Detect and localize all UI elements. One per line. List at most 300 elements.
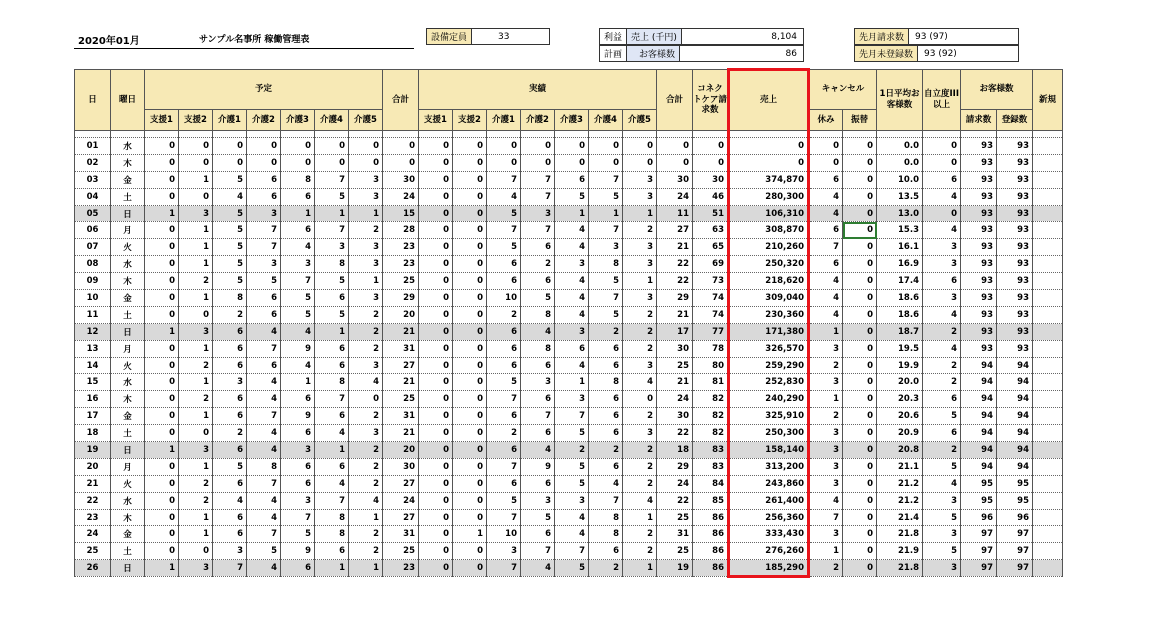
cell-billing[interactable]: 93 (961, 273, 997, 290)
cell-independence[interactable]: 4 (923, 475, 961, 492)
cell-actual-total[interactable]: 24 (657, 188, 693, 205)
cell-actual[interactable]: 6 (589, 340, 623, 357)
cell-actual[interactable]: 0 (419, 239, 453, 256)
cell-sales[interactable]: 313,200 (729, 458, 809, 475)
cell-independence[interactable]: 4 (923, 306, 961, 323)
cell-day[interactable]: 01 (75, 138, 111, 155)
cell-actual[interactable]: 6 (589, 458, 623, 475)
cell-plan[interactable]: 3 (349, 171, 383, 188)
cell-independence[interactable]: 0 (923, 205, 961, 222)
cell-actual[interactable]: 7 (487, 391, 521, 408)
cell-weekday[interactable]: 日 (111, 323, 145, 340)
cell-plan[interactable]: 2 (349, 458, 383, 475)
cell-cancel-move[interactable]: 0 (843, 560, 877, 577)
cell-sales[interactable]: 210,260 (729, 239, 809, 256)
cell-independence[interactable]: 2 (923, 357, 961, 374)
cell-plan[interactable]: 4 (247, 442, 281, 459)
cell-new[interactable] (1033, 239, 1063, 256)
cell-new[interactable] (1033, 543, 1063, 560)
cell-actual[interactable]: 5 (589, 188, 623, 205)
cell-actual[interactable]: 6 (487, 408, 521, 425)
cell-actual[interactable]: 4 (555, 306, 589, 323)
cell-weekday[interactable]: 月 (111, 458, 145, 475)
cell-cancel-rest[interactable]: 4 (809, 188, 843, 205)
cell-plan[interactable]: 5 (213, 273, 247, 290)
cell-daily-avg[interactable]: 21.4 (877, 509, 923, 526)
cell-plan[interactable]: 7 (315, 391, 349, 408)
cell-billing[interactable]: 93 (961, 239, 997, 256)
cell-new[interactable] (1033, 205, 1063, 222)
cell-actual[interactable]: 4 (521, 442, 555, 459)
cell-plan[interactable]: 0 (145, 154, 179, 171)
cell-plan[interactable]: 0 (145, 171, 179, 188)
cell-actual[interactable]: 0 (419, 205, 453, 222)
cell-plan-total[interactable]: 21 (383, 374, 419, 391)
cell-plan[interactable]: 0 (145, 543, 179, 560)
cell-actual[interactable]: 5 (555, 458, 589, 475)
cell-day[interactable]: 23 (75, 509, 111, 526)
cell-independence[interactable]: 6 (923, 171, 961, 188)
cell-plan[interactable]: 1 (179, 290, 213, 307)
cell-weekday[interactable]: 水 (111, 256, 145, 273)
cell-cancel-move[interactable]: 0 (843, 391, 877, 408)
cell-plan[interactable]: 3 (179, 442, 213, 459)
cell-actual[interactable]: 0 (419, 273, 453, 290)
cell-actual[interactable]: 4 (555, 526, 589, 543)
cell-plan[interactable]: 7 (247, 239, 281, 256)
cell-daily-avg[interactable]: 16.1 (877, 239, 923, 256)
cell-connect-care[interactable]: 69 (693, 256, 729, 273)
cell-cancel-rest[interactable]: 6 (809, 256, 843, 273)
cell-plan-total[interactable]: 25 (383, 273, 419, 290)
cell-actual[interactable]: 0 (419, 222, 453, 239)
cell-actual[interactable]: 5 (555, 188, 589, 205)
cell-actual[interactable]: 3 (487, 543, 521, 560)
cell-actual[interactable]: 6 (589, 391, 623, 408)
cell-actual[interactable]: 6 (521, 239, 555, 256)
cell-daily-avg[interactable]: 15.3 (877, 222, 923, 239)
cell-plan[interactable]: 6 (315, 290, 349, 307)
cell-billing[interactable]: 94 (961, 374, 997, 391)
cell-actual[interactable]: 2 (623, 306, 657, 323)
cell-plan[interactable]: 2 (349, 543, 383, 560)
col-cancel-rest[interactable]: 休み (809, 110, 843, 131)
cell-connect-care[interactable]: 0 (693, 154, 729, 171)
cell-independence[interactable]: 2 (923, 323, 961, 340)
cell-independence[interactable]: 3 (923, 256, 961, 273)
cell-plan[interactable]: 6 (281, 188, 315, 205)
cell-plan[interactable]: 0 (349, 154, 383, 171)
cell-actual-total[interactable]: 25 (657, 357, 693, 374)
cell-actual[interactable]: 0 (453, 188, 487, 205)
cell-actual[interactable]: 7 (521, 408, 555, 425)
cell-actual[interactable]: 7 (487, 222, 521, 239)
cell-plan[interactable]: 6 (247, 306, 281, 323)
cell-actual[interactable]: 4 (555, 509, 589, 526)
cell-actual[interactable]: 2 (623, 475, 657, 492)
cell-cancel-move[interactable]: 0 (843, 306, 877, 323)
cell-plan-total[interactable]: 24 (383, 492, 419, 509)
cell-plan[interactable]: 1 (145, 323, 179, 340)
cell-sales[interactable]: 243,860 (729, 475, 809, 492)
cell-actual[interactable]: 3 (623, 188, 657, 205)
cell-cancel-rest[interactable]: 0 (809, 154, 843, 171)
cell-actual[interactable]: 5 (589, 306, 623, 323)
cell-actual[interactable]: 0 (453, 323, 487, 340)
cell-plan[interactable]: 6 (281, 222, 315, 239)
cell-actual-total[interactable]: 22 (657, 492, 693, 509)
cell-plan-total[interactable]: 23 (383, 560, 419, 577)
cell-cancel-move[interactable]: 0 (843, 222, 877, 239)
cell-plan[interactable]: 1 (315, 205, 349, 222)
cell-plan[interactable]: 6 (213, 340, 247, 357)
cell-actual[interactable]: 1 (623, 273, 657, 290)
cell-plan[interactable]: 0 (145, 391, 179, 408)
cell-actual[interactable]: 0 (419, 408, 453, 425)
cell-independence[interactable]: 2 (923, 374, 961, 391)
cell-weekday[interactable]: 木 (111, 391, 145, 408)
cell-sales[interactable]: 252,830 (729, 374, 809, 391)
cell-sales[interactable]: 171,380 (729, 323, 809, 340)
cell-actual[interactable]: 2 (623, 442, 657, 459)
cell-plan-total[interactable]: 27 (383, 357, 419, 374)
cell-plan[interactable]: 2 (349, 340, 383, 357)
cell-billing[interactable]: 93 (961, 290, 997, 307)
cell-plan[interactable]: 6 (247, 290, 281, 307)
cell-plan[interactable]: 1 (349, 560, 383, 577)
cell-plan[interactable]: 6 (213, 408, 247, 425)
cell-connect-care[interactable]: 51 (693, 205, 729, 222)
cell-actual[interactable]: 3 (623, 425, 657, 442)
cell-cancel-move[interactable]: 0 (843, 475, 877, 492)
col-connect-care[interactable]: コネクトケア請求数 (693, 70, 729, 131)
cell-cancel-move[interactable]: 0 (843, 290, 877, 307)
cell-plan[interactable]: 0 (145, 526, 179, 543)
cell-billing[interactable]: 93 (961, 171, 997, 188)
cell-plan[interactable]: 3 (315, 239, 349, 256)
cell-plan-total[interactable]: 30 (383, 171, 419, 188)
cell-registered[interactable]: 93 (997, 138, 1033, 155)
cell-plan[interactable]: 3 (349, 188, 383, 205)
cell-day[interactable]: 15 (75, 374, 111, 391)
col-actual-total[interactable]: 合計 (657, 70, 693, 131)
cell-actual[interactable]: 0 (623, 154, 657, 171)
cell-plan[interactable]: 2 (179, 492, 213, 509)
cell-plan[interactable]: 0 (247, 138, 281, 155)
cell-actual[interactable]: 5 (589, 273, 623, 290)
cell-day[interactable]: 17 (75, 408, 111, 425)
cell-actual[interactable]: 0 (453, 138, 487, 155)
cell-plan[interactable]: 0 (281, 138, 315, 155)
cell-daily-avg[interactable]: 13.5 (877, 188, 923, 205)
cell-plan[interactable]: 4 (349, 374, 383, 391)
cell-independence[interactable]: 4 (923, 188, 961, 205)
cell-registered[interactable]: 93 (997, 340, 1033, 357)
cell-cancel-rest[interactable]: 1 (809, 323, 843, 340)
cell-weekday[interactable]: 木 (111, 154, 145, 171)
cell-actual[interactable]: 7 (555, 543, 589, 560)
cell-billing[interactable]: 94 (961, 425, 997, 442)
cell-plan[interactable]: 1 (145, 205, 179, 222)
cell-registered[interactable]: 96 (997, 509, 1033, 526)
cell-cancel-move[interactable]: 0 (843, 205, 877, 222)
cell-daily-avg[interactable]: 21.1 (877, 458, 923, 475)
cell-plan[interactable]: 6 (213, 323, 247, 340)
cell-new[interactable] (1033, 357, 1063, 374)
cell-registered[interactable]: 93 (997, 290, 1033, 307)
cell-plan[interactable]: 4 (213, 188, 247, 205)
cell-plan[interactable]: 1 (349, 205, 383, 222)
cell-actual[interactable]: 0 (419, 306, 453, 323)
cell-sales[interactable]: 0 (729, 138, 809, 155)
cell-actual[interactable]: 3 (521, 374, 555, 391)
cell-independence[interactable]: 5 (923, 408, 961, 425)
cell-new[interactable] (1033, 171, 1063, 188)
cell-cancel-move[interactable]: 0 (843, 425, 877, 442)
cell-plan[interactable]: 0 (145, 222, 179, 239)
cell-actual[interactable]: 0 (623, 138, 657, 155)
cell-registered[interactable]: 97 (997, 543, 1033, 560)
cell-billing[interactable]: 93 (961, 154, 997, 171)
cell-actual[interactable]: 6 (589, 357, 623, 374)
cell-billing[interactable]: 93 (961, 138, 997, 155)
cell-plan[interactable]: 3 (349, 425, 383, 442)
cell-plan[interactable]: 1 (281, 374, 315, 391)
cell-weekday[interactable]: 日 (111, 560, 145, 577)
cell-billing[interactable]: 93 (961, 188, 997, 205)
cell-actual[interactable]: 0 (419, 340, 453, 357)
cell-cancel-rest[interactable]: 3 (809, 475, 843, 492)
cell-actual[interactable]: 2 (623, 458, 657, 475)
cell-daily-avg[interactable]: 10.0 (877, 171, 923, 188)
cell-plan[interactable]: 1 (179, 340, 213, 357)
cell-registered[interactable]: 93 (997, 306, 1033, 323)
cell-cancel-move[interactable]: 0 (843, 374, 877, 391)
cell-actual[interactable]: 6 (487, 256, 521, 273)
cell-actual[interactable]: 3 (555, 323, 589, 340)
cell-plan-total[interactable]: 29 (383, 290, 419, 307)
capacity-value[interactable]: 33 (498, 31, 510, 42)
cell-billing[interactable]: 93 (961, 222, 997, 239)
cell-independence[interactable]: 3 (923, 290, 961, 307)
cell-weekday[interactable]: 土 (111, 306, 145, 323)
cell-plan[interactable]: 6 (281, 560, 315, 577)
cell-weekday[interactable]: 月 (111, 340, 145, 357)
cell-cancel-move[interactable]: 0 (843, 509, 877, 526)
cell-registered[interactable]: 93 (997, 154, 1033, 171)
cell-actual[interactable]: 0 (453, 425, 487, 442)
cell-plan[interactable]: 4 (315, 475, 349, 492)
cell-plan[interactable]: 5 (213, 458, 247, 475)
cell-actual[interactable]: 0 (453, 408, 487, 425)
cell-billing[interactable]: 94 (961, 442, 997, 459)
cell-weekday[interactable]: 水 (111, 492, 145, 509)
cell-actual[interactable]: 6 (521, 357, 555, 374)
prev-billing-value[interactable]: 93 (97) (915, 31, 948, 42)
cell-weekday[interactable]: 火 (111, 475, 145, 492)
cell-actual[interactable]: 8 (589, 526, 623, 543)
col-customers[interactable]: お客様数 (961, 70, 1033, 110)
cell-actual[interactable]: 0 (419, 458, 453, 475)
cell-actual[interactable]: 6 (589, 425, 623, 442)
actual-sub-3[interactable]: 介護1 (487, 110, 521, 131)
cell-new[interactable] (1033, 492, 1063, 509)
cell-plan[interactable]: 6 (281, 425, 315, 442)
cell-plan-total[interactable]: 25 (383, 391, 419, 408)
cell-weekday[interactable]: 水 (111, 374, 145, 391)
cell-weekday[interactable]: 日 (111, 205, 145, 222)
cell-plan[interactable]: 3 (349, 256, 383, 273)
cell-actual[interactable]: 0 (419, 357, 453, 374)
cell-registered[interactable]: 94 (997, 374, 1033, 391)
cell-connect-care[interactable]: 86 (693, 560, 729, 577)
cell-actual[interactable]: 2 (589, 442, 623, 459)
cell-billing[interactable]: 93 (961, 205, 997, 222)
cell-plan-total[interactable]: 31 (383, 340, 419, 357)
cell-plan[interactable]: 0 (145, 509, 179, 526)
cell-actual-total[interactable]: 24 (657, 475, 693, 492)
cell-plan[interactable]: 1 (179, 239, 213, 256)
cell-actual[interactable]: 7 (487, 560, 521, 577)
cell-actual[interactable]: 6 (487, 323, 521, 340)
cell-actual[interactable]: 7 (555, 408, 589, 425)
actual-sub-1[interactable]: 支援1 (419, 110, 453, 131)
cell-cancel-move[interactable]: 0 (843, 273, 877, 290)
cell-day[interactable]: 10 (75, 290, 111, 307)
cell-plan[interactable]: 4 (213, 492, 247, 509)
cell-day[interactable]: 05 (75, 205, 111, 222)
cell-actual[interactable]: 4 (521, 560, 555, 577)
cell-actual[interactable]: 0 (453, 543, 487, 560)
cell-plan[interactable]: 4 (247, 509, 281, 526)
cell-billing[interactable]: 93 (961, 306, 997, 323)
cell-plan[interactable]: 4 (349, 492, 383, 509)
cell-plan[interactable]: 5 (213, 239, 247, 256)
cell-plan[interactable]: 3 (213, 374, 247, 391)
cell-weekday[interactable]: 土 (111, 425, 145, 442)
cell-sales[interactable]: 276,260 (729, 543, 809, 560)
cell-plan-total[interactable]: 27 (383, 475, 419, 492)
cell-registered[interactable]: 97 (997, 560, 1033, 577)
cell-day[interactable]: 26 (75, 560, 111, 577)
cell-plan[interactable]: 3 (179, 560, 213, 577)
cell-actual[interactable]: 8 (589, 256, 623, 273)
cell-plan[interactable]: 4 (281, 357, 315, 374)
cell-independence[interactable]: 6 (923, 273, 961, 290)
cell-plan-total[interactable]: 23 (383, 239, 419, 256)
cell-cancel-move[interactable]: 0 (843, 154, 877, 171)
col-day[interactable]: 日 (75, 70, 111, 131)
cell-cancel-move[interactable]: 0 (843, 526, 877, 543)
cell-actual[interactable]: 0 (453, 239, 487, 256)
cell-actual[interactable]: 0 (453, 273, 487, 290)
cell-actual[interactable]: 4 (555, 222, 589, 239)
cell-daily-avg[interactable]: 21.2 (877, 492, 923, 509)
cell-actual[interactable]: 5 (521, 509, 555, 526)
cell-cancel-move[interactable]: 0 (843, 442, 877, 459)
plan-sub-5[interactable]: 介護3 (281, 110, 315, 131)
cell-plan[interactable]: 7 (281, 273, 315, 290)
cell-billing[interactable]: 94 (961, 408, 997, 425)
cell-sales[interactable]: 230,360 (729, 306, 809, 323)
cell-plan[interactable]: 0 (247, 154, 281, 171)
cell-actual-total[interactable]: 21 (657, 239, 693, 256)
cell-actual[interactable]: 0 (453, 171, 487, 188)
cell-plan[interactable]: 8 (247, 458, 281, 475)
cell-actual[interactable]: 0 (419, 560, 453, 577)
cell-actual[interactable]: 2 (623, 340, 657, 357)
cell-actual-total[interactable]: 25 (657, 509, 693, 526)
cell-plan[interactable]: 1 (315, 560, 349, 577)
cell-plan-total[interactable]: 23 (383, 256, 419, 273)
cell-plan[interactable]: 4 (247, 425, 281, 442)
cell-plan[interactable]: 4 (247, 374, 281, 391)
cell-plan[interactable]: 6 (213, 442, 247, 459)
cell-connect-care[interactable]: 0 (693, 138, 729, 155)
cell-plan[interactable]: 7 (315, 171, 349, 188)
cell-daily-avg[interactable]: 16.9 (877, 256, 923, 273)
cell-plan[interactable]: 6 (213, 526, 247, 543)
cell-independence[interactable]: 0 (923, 138, 961, 155)
cell-cancel-move[interactable]: 0 (843, 340, 877, 357)
cell-weekday[interactable]: 土 (111, 543, 145, 560)
cell-plan[interactable]: 6 (315, 458, 349, 475)
cell-independence[interactable]: 5 (923, 458, 961, 475)
cell-actual[interactable]: 2 (589, 560, 623, 577)
cell-actual[interactable]: 3 (623, 357, 657, 374)
cell-actual[interactable]: 7 (521, 222, 555, 239)
cell-billing[interactable]: 94 (961, 357, 997, 374)
cell-plan[interactable]: 1 (179, 526, 213, 543)
cell-actual[interactable]: 4 (555, 239, 589, 256)
cell-actual-total[interactable]: 22 (657, 256, 693, 273)
cell-actual[interactable]: 0 (419, 290, 453, 307)
cell-actual[interactable]: 2 (623, 222, 657, 239)
cell-plan-total[interactable]: 31 (383, 526, 419, 543)
cell-actual[interactable]: 5 (487, 374, 521, 391)
cell-day[interactable]: 12 (75, 323, 111, 340)
cell-cancel-move[interactable]: 0 (843, 171, 877, 188)
cell-plan[interactable]: 6 (213, 509, 247, 526)
cell-independence[interactable]: 3 (923, 239, 961, 256)
cell-new[interactable] (1033, 222, 1063, 239)
cell-connect-care[interactable]: 86 (693, 526, 729, 543)
cell-plan[interactable]: 8 (315, 256, 349, 273)
cell-plan[interactable]: 0 (179, 154, 213, 171)
cell-actual[interactable]: 6 (521, 391, 555, 408)
cell-cancel-move[interactable]: 0 (843, 138, 877, 155)
cell-plan[interactable]: 1 (349, 273, 383, 290)
col-daily-avg[interactable]: 1日平均お客様数 (877, 70, 923, 131)
cell-cancel-rest[interactable]: 3 (809, 526, 843, 543)
cell-actual-total[interactable]: 30 (657, 408, 693, 425)
cell-new[interactable] (1033, 475, 1063, 492)
cell-actual[interactable]: 4 (589, 475, 623, 492)
cell-registered[interactable]: 94 (997, 391, 1033, 408)
cell-weekday[interactable]: 土 (111, 188, 145, 205)
cell-daily-avg[interactable]: 20.8 (877, 442, 923, 459)
cell-connect-care[interactable]: 86 (693, 543, 729, 560)
cell-day[interactable]: 04 (75, 188, 111, 205)
cell-plan-total[interactable]: 25 (383, 543, 419, 560)
cell-actual[interactable]: 4 (555, 357, 589, 374)
actual-sub-4[interactable]: 介護2 (521, 110, 555, 131)
cell-actual[interactable]: 7 (589, 222, 623, 239)
cell-connect-care[interactable]: 65 (693, 239, 729, 256)
cell-registered[interactable]: 94 (997, 425, 1033, 442)
cell-daily-avg[interactable]: 21.9 (877, 543, 923, 560)
cell-connect-care[interactable]: 80 (693, 357, 729, 374)
